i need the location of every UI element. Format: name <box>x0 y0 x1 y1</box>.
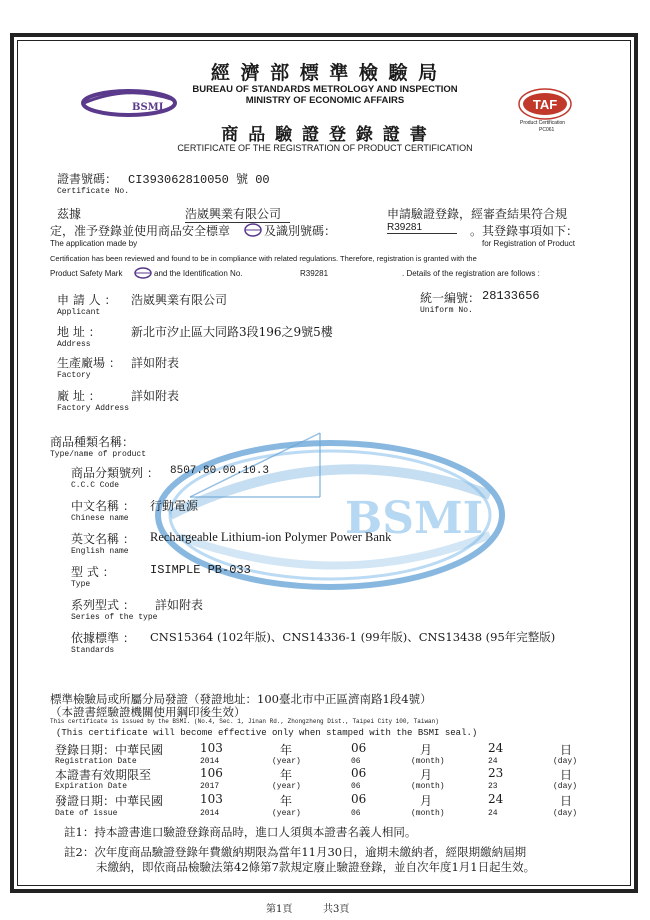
page-total: 共3頁 <box>323 904 350 915</box>
uniform-no-label-en: Uniform No. <box>420 306 473 315</box>
registration-date-year: 2014 <box>200 757 220 766</box>
expiration-date-month-en: (month) <box>411 782 445 791</box>
expiration-date-label-en: Expiration Date <box>55 782 128 791</box>
note-2-line-2: 未繳納，即依商品檢驗法第42條第7款規定廢止驗證登錄，並自次年度1月1日起生效。 <box>96 860 536 874</box>
issue-date-label: 發證日期：中華民國 <box>55 794 164 808</box>
issue-date-month-en: (month) <box>411 809 445 818</box>
expiration-date-month: 06 <box>351 766 367 780</box>
statement-en-3c: R39281 <box>300 269 329 278</box>
applicant-label: 申 請 人 ： <box>57 293 117 307</box>
product-type-label: 商品種類名稱： <box>50 435 135 449</box>
page-number: 第1頁 <box>266 904 293 915</box>
registration-date-label-en: Registration Date <box>55 757 137 766</box>
issue-date-month-unit: 月 <box>420 794 433 808</box>
issue-date-year: 2014 <box>200 809 220 818</box>
bsmi-watermark <box>150 425 510 605</box>
statement-line2-c: 。其登錄事項如下： <box>470 224 579 238</box>
certificate-title-en: CERTIFICATE OF THE REGISTRATION OF PRODUCT CERTIFICATION <box>177 143 473 153</box>
issuer-seal-note-cn: （本證書經驗證機關使用鋼印後生效） <box>50 705 246 719</box>
registration-date-day-unit: 日 <box>560 743 573 757</box>
note-2-line-1: 註2：次年度商品驗證登錄年費繳納期限為當年11月30日，逾期未繳納者，經限期繳納屆期 <box>64 845 527 859</box>
series-value: 詳如附表 <box>155 598 204 612</box>
address-value: 新北市汐止區大同路3段196之9號5樓 <box>131 325 333 339</box>
factory-address-label: 廠 址 ： <box>57 389 101 403</box>
uniform-no-label: 統一編號： <box>420 291 481 305</box>
factory-label: 生產廠場 ： <box>57 356 121 370</box>
issue-date-year-en: (year) <box>272 809 301 818</box>
registration-date-month-en: (month) <box>411 757 445 766</box>
issue-date-day-en-value: 24 <box>488 809 498 818</box>
statement-company: 浩崴興業有限公司 <box>185 205 290 223</box>
statement-en-1a: The application made by <box>50 239 138 248</box>
address-label-en: Address <box>57 340 91 349</box>
svg-text:TAF: TAF <box>532 97 558 112</box>
issue-date-roc-year: 103 <box>200 792 223 806</box>
bsmi-logo <box>80 88 178 118</box>
statement-prefix: 茲據 <box>57 207 82 221</box>
certificate-title-cn: 商 品 驗 證 登 錄 證 書 <box>221 125 429 145</box>
agency-name-cn: 經 濟 部 標 準 檢 驗 局 <box>210 62 440 84</box>
registration-date-day: 24 <box>488 741 504 755</box>
registration-date-month-en-value: 06 <box>351 757 361 766</box>
expiration-date-day-en-value: 23 <box>488 782 498 791</box>
registration-date-month-unit: 月 <box>420 743 433 757</box>
factory-value: 詳如附表 <box>131 356 180 370</box>
registration-date-year-unit: 年 <box>280 743 293 757</box>
statement-en-3d: . Details of the registration are follows : <box>402 269 540 278</box>
taf-code: PC061 <box>539 127 555 133</box>
ccc-code-label-en: C.C.C Code <box>71 481 120 490</box>
uniform-no-value: 28133656 <box>482 289 540 303</box>
series-label: 系列型式 ： <box>71 598 135 612</box>
factory-label-en: Factory <box>57 371 91 380</box>
statement-suffix: 申請驗證登錄，經審查結果符合規 <box>387 207 568 221</box>
chinese-name-label: 中文名稱 ： <box>71 499 135 513</box>
issue-date-label-en: Date of issue <box>55 809 118 818</box>
safety-mark-icon-en <box>134 267 152 279</box>
address-label: 地 址 ： <box>57 325 101 339</box>
issuer-seal-note-en: (This certificate will become effective only when stamped with the BSMI seal.) <box>56 728 478 738</box>
registration-date-label: 登錄日期：中華民國 <box>55 743 164 757</box>
english-name-label: 英文名稱 ： <box>71 532 135 546</box>
cert-no-label: 證書號碼： <box>57 172 118 186</box>
cert-no-value: CI393062810050 號 00 <box>128 173 270 187</box>
cert-no-label-en: Certificate No. <box>57 187 130 196</box>
expiration-date-year: 2017 <box>200 782 220 791</box>
issue-date-day-en: (day) <box>553 809 578 818</box>
registration-date-day-en: (day) <box>553 757 578 766</box>
expiration-date-roc-year: 106 <box>200 766 223 780</box>
statement-id-code: R39281 <box>387 222 457 234</box>
ccc-code-label: 商品分類號列 ： <box>71 466 159 480</box>
expiration-date-label: 本證書有效期限至 <box>55 768 152 782</box>
model-value: ISIMPLE PB-033 <box>150 563 251 577</box>
ccc-code-value: 8507.80.00.10.3 <box>170 465 270 477</box>
expiration-date-year-en: (year) <box>272 782 301 791</box>
registration-date-month: 06 <box>351 741 367 755</box>
model-label-en: Type <box>71 580 91 589</box>
statement-en-3a: Product Safety Mark <box>50 269 123 278</box>
svg-text:BSMI: BSMI <box>345 493 484 544</box>
safety-mark-icon <box>244 223 262 237</box>
registration-date-roc-year: 103 <box>200 741 223 755</box>
english-name-label-en: English name <box>71 547 129 556</box>
applicant-value: 浩崴興業有限公司 <box>131 293 228 307</box>
expiration-date-year-unit: 年 <box>280 768 293 782</box>
expiration-date-month-unit: 月 <box>420 768 433 782</box>
issue-date-day: 24 <box>488 792 504 806</box>
expiration-date-day-en: (day) <box>553 782 578 791</box>
agency-name-en: BUREAU OF STANDARDS METROLOGY AND INSPECTION <box>192 84 458 95</box>
taf-subtitle: Product Certification <box>520 120 566 126</box>
chinese-name-value: 行動電源 <box>150 499 199 513</box>
registration-date-year-en: (year) <box>272 757 301 766</box>
standards-label: 依據標準 ： <box>71 631 135 645</box>
issue-date-month-en-value: 06 <box>351 809 361 818</box>
issue-date-month: 06 <box>351 792 367 806</box>
registration-date-day-en-value: 24 <box>488 757 498 766</box>
statement-line2-a: 定，准予登錄並使用商品安全標章 <box>50 224 231 238</box>
model-label: 型 式 ： <box>71 565 115 579</box>
factory-address-value: 詳如附表 <box>131 389 180 403</box>
note-1: 註1：持本證書進口驗證登錄商品時，進口人須與本證書名義人相同。 <box>64 825 417 839</box>
factory-address-label-en: Factory Address <box>57 404 130 413</box>
english-name-value: Rechargeable Lithium-ion Polymer Power Bank <box>150 530 392 544</box>
statement-line2-b: 及識別號碼： <box>264 224 337 238</box>
expiration-date-day: 23 <box>488 766 504 780</box>
applicant-label-en: Applicant <box>57 308 101 317</box>
issuer-line-en: This certificate is issued by the BSMI. (No.4, Sec. 1, Jinan Rd., Zhongzheng Dist., Taipei City 100, Taiwan) <box>50 718 439 725</box>
product-type-label-en: Type/name of product <box>50 450 147 459</box>
statement-en-2: Certification has been reviewed and found to be in compliance with related regulations. Therefore, registration is granted with the <box>50 254 477 263</box>
series-label-en: Series of the type <box>71 613 158 622</box>
standards-label-en: Standards <box>71 646 115 655</box>
expiration-date-day-unit: 日 <box>560 768 573 782</box>
statement-en-1b: for Registration of Product <box>482 239 575 248</box>
statement-en-3b: and the Identification No. <box>154 269 243 278</box>
standards-value: CNS15364 (102年版)、CNS14336-1 (99年版)、CNS13438 (95年完整版) <box>150 630 556 644</box>
issuer-line-cn: 標準檢驗局或所屬分局發證（發證地址：100臺北市中正區濟南路1段4號） <box>50 692 432 706</box>
expiration-date-month-en-value: 06 <box>351 782 361 791</box>
chinese-name-label-en: Chinese name <box>71 514 129 523</box>
ministry-name-en: MINISTRY OF ECONOMIC AFFAIRS <box>245 95 405 106</box>
issue-date-day-unit: 日 <box>560 794 573 808</box>
svg-text:BSMI: BSMI <box>132 102 164 113</box>
issue-date-year-unit: 年 <box>280 794 293 808</box>
